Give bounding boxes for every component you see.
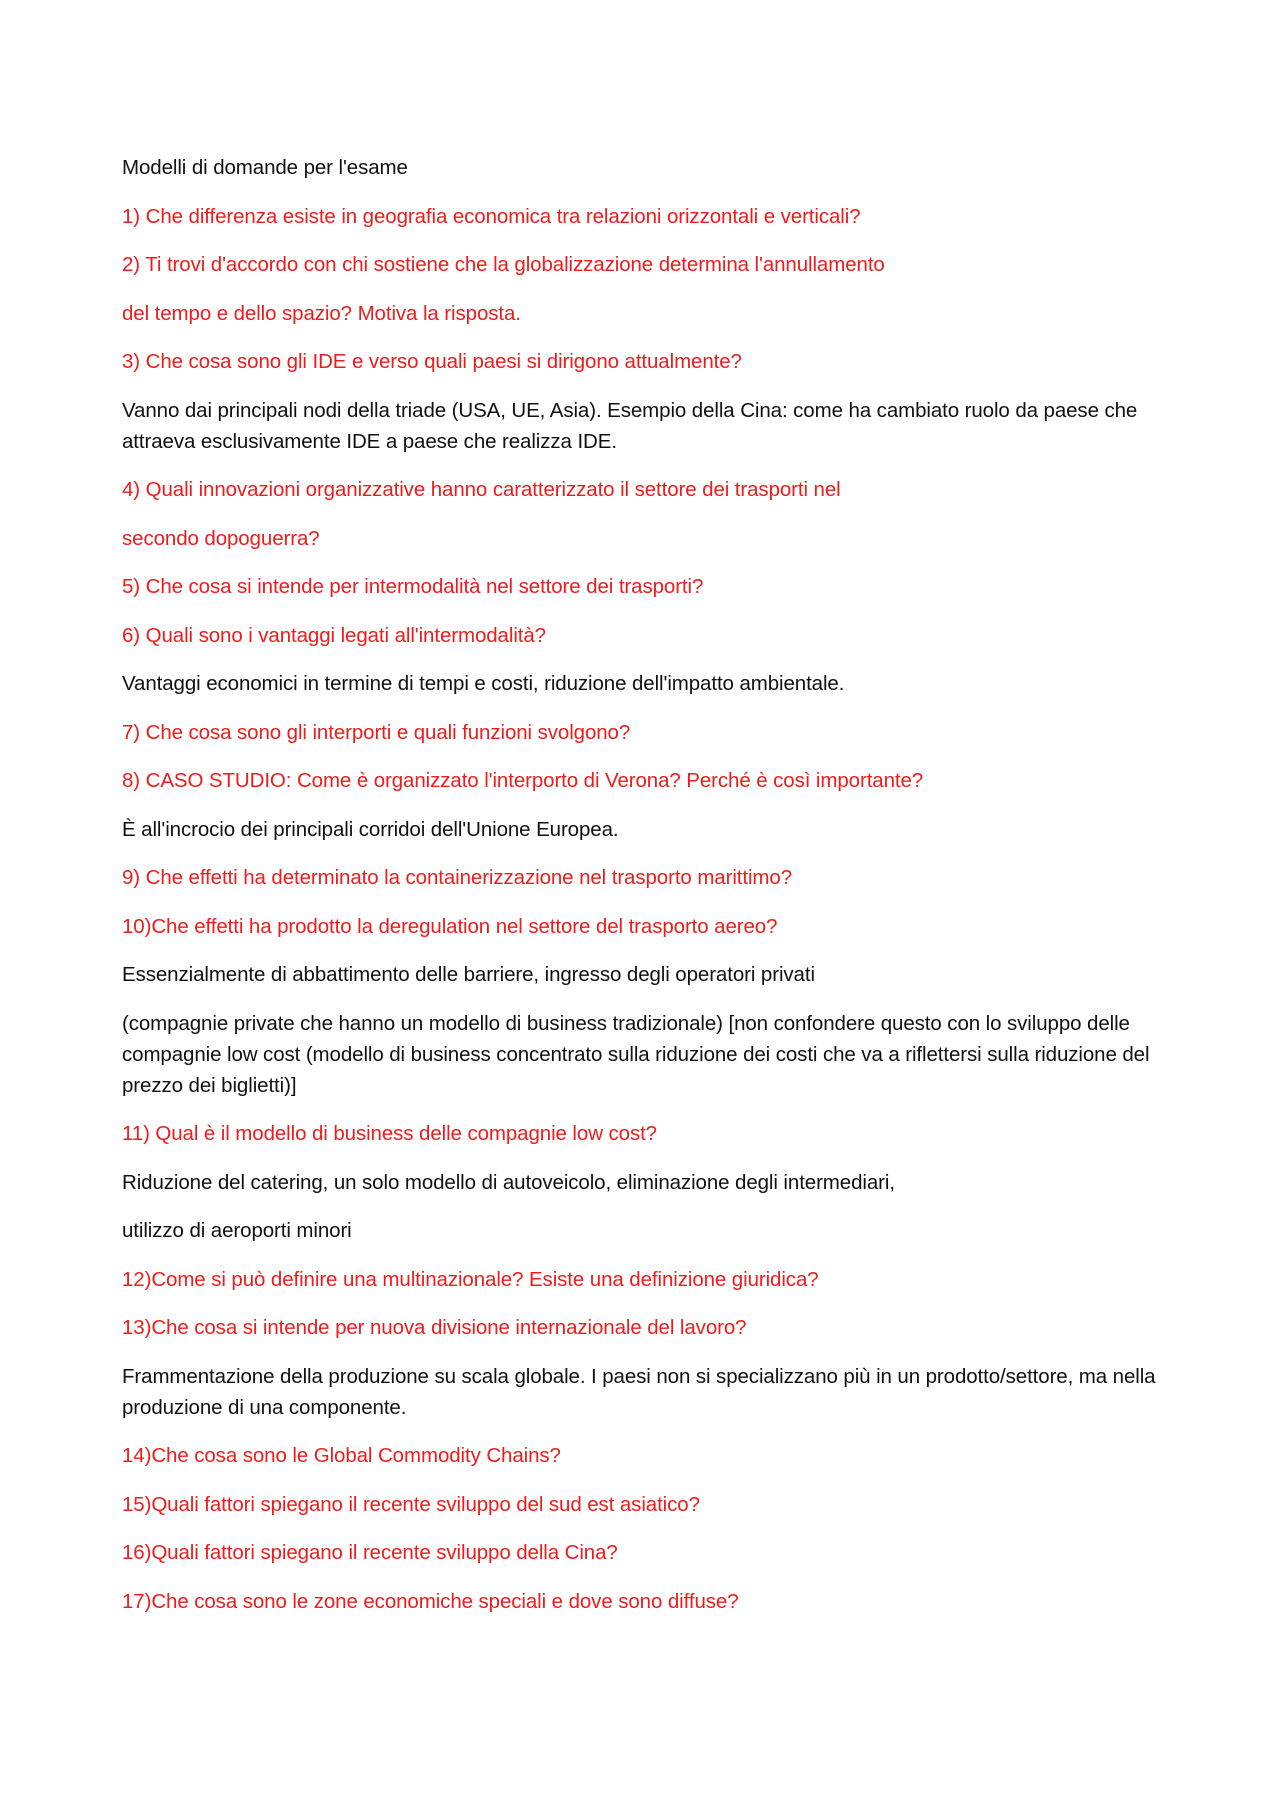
question-line: 17)Che cosa sono le zone economiche speciali e dove sono diffuse? <box>122 1589 739 1613</box>
answer-line: (compagnie private che hanno un modello di business tradizionale) [non confondere questo con lo sviluppo delle compagnie low cost (modello di business concentrato sulla riduzione dei costi che va a riflettersi sulla riduzione del prezzo dei biglietti)] <box>122 1011 1150 1097</box>
question-line: 2) Ti trovi d'accordo con chi sostiene che la globalizzazione determina l'annullamento <box>122 253 885 276</box>
question-line: 14)Che cosa sono le Global Commodity Chains? <box>122 1444 561 1467</box>
question-line: 3) Che cosa sono gli IDE e verso quali paesi si dirigono attualmente? <box>122 350 742 373</box>
answer-line: Vantaggi economici in termine di tempi e costi, riduzione dell'impatto ambientale. <box>122 672 845 695</box>
document-page <box>122 152 1162 1634</box>
question-line: 8) CASO STUDIO: Come è organizzato l'interporto di Verona? Perché è così importante? <box>122 769 924 792</box>
question-line: 7) Che cosa sono gli interporti e quali funzioni svolgono? <box>122 720 631 744</box>
document-body <box>122 201 1162 1617</box>
answer-line: Riduzione del catering, un solo modello di autoveicolo, eliminazione degli intermediari, <box>122 1170 895 1194</box>
answer-line: Essenzialmente di abbattimento delle barriere, ingresso degli operatori privati <box>122 963 815 986</box>
question-line: 12)Come si può definire una multinazionale? Esiste una definizione giuridica? <box>122 1267 819 1291</box>
question-line: 6) Quali sono i vantaggi legati all'intermodalità? <box>122 623 546 647</box>
answer-line: Frammentazione della produzione su scala globale. I paesi non si specializzano più in un prodotto/settore, ma nella produzione di una componente. <box>122 1364 1156 1419</box>
question-line: secondo dopoguerra? <box>122 526 320 550</box>
question-line: 5) Che cosa si intende per intermodalità nel settore dei trasporti? <box>122 575 704 598</box>
document-title: Modelli di domande per l'esame <box>122 156 408 179</box>
question-line: 11) Qual è il modello di business delle compagnie low cost? <box>122 1122 657 1145</box>
answer-line: È all'incrocio dei principali corridoi dell'Unione Europea. <box>122 817 619 841</box>
question-line: 9) Che effetti ha determinato la containerizzazione nel trasporto marittimo? <box>122 866 793 889</box>
question-line: 15)Quali fattori spiegano il recente sviluppo del sud est asiatico? <box>122 1492 700 1516</box>
question-line: del tempo e dello spazio? Motiva la risposta. <box>122 301 521 325</box>
question-line: 16)Quali fattori spiegano il recente sviluppo della Cina? <box>122 1541 618 1564</box>
question-line: 10)Che effetti ha prodotto la deregulation nel settore del trasporto aereo? <box>122 914 778 938</box>
answer-line: Vanno dai principali nodi della triade (USA, UE, Asia). Esempio della Cina: come ha cambiato ruolo da paese che attraeva esclusivamente IDE a paese che realizza IDE. <box>122 398 1138 453</box>
question-line: 13)Che cosa si intende per nuova divisione internazionale del lavoro? <box>122 1316 747 1339</box>
question-line: 1) Che differenza esiste in geografia economica tra relazioni orizzontali e verticali? <box>122 204 861 228</box>
question-line: 4) Quali innovazioni organizzative hanno caratterizzato il settore dei trasporti nel <box>122 478 841 501</box>
answer-line: utilizzo di aeroporti minori <box>122 1219 352 1242</box>
